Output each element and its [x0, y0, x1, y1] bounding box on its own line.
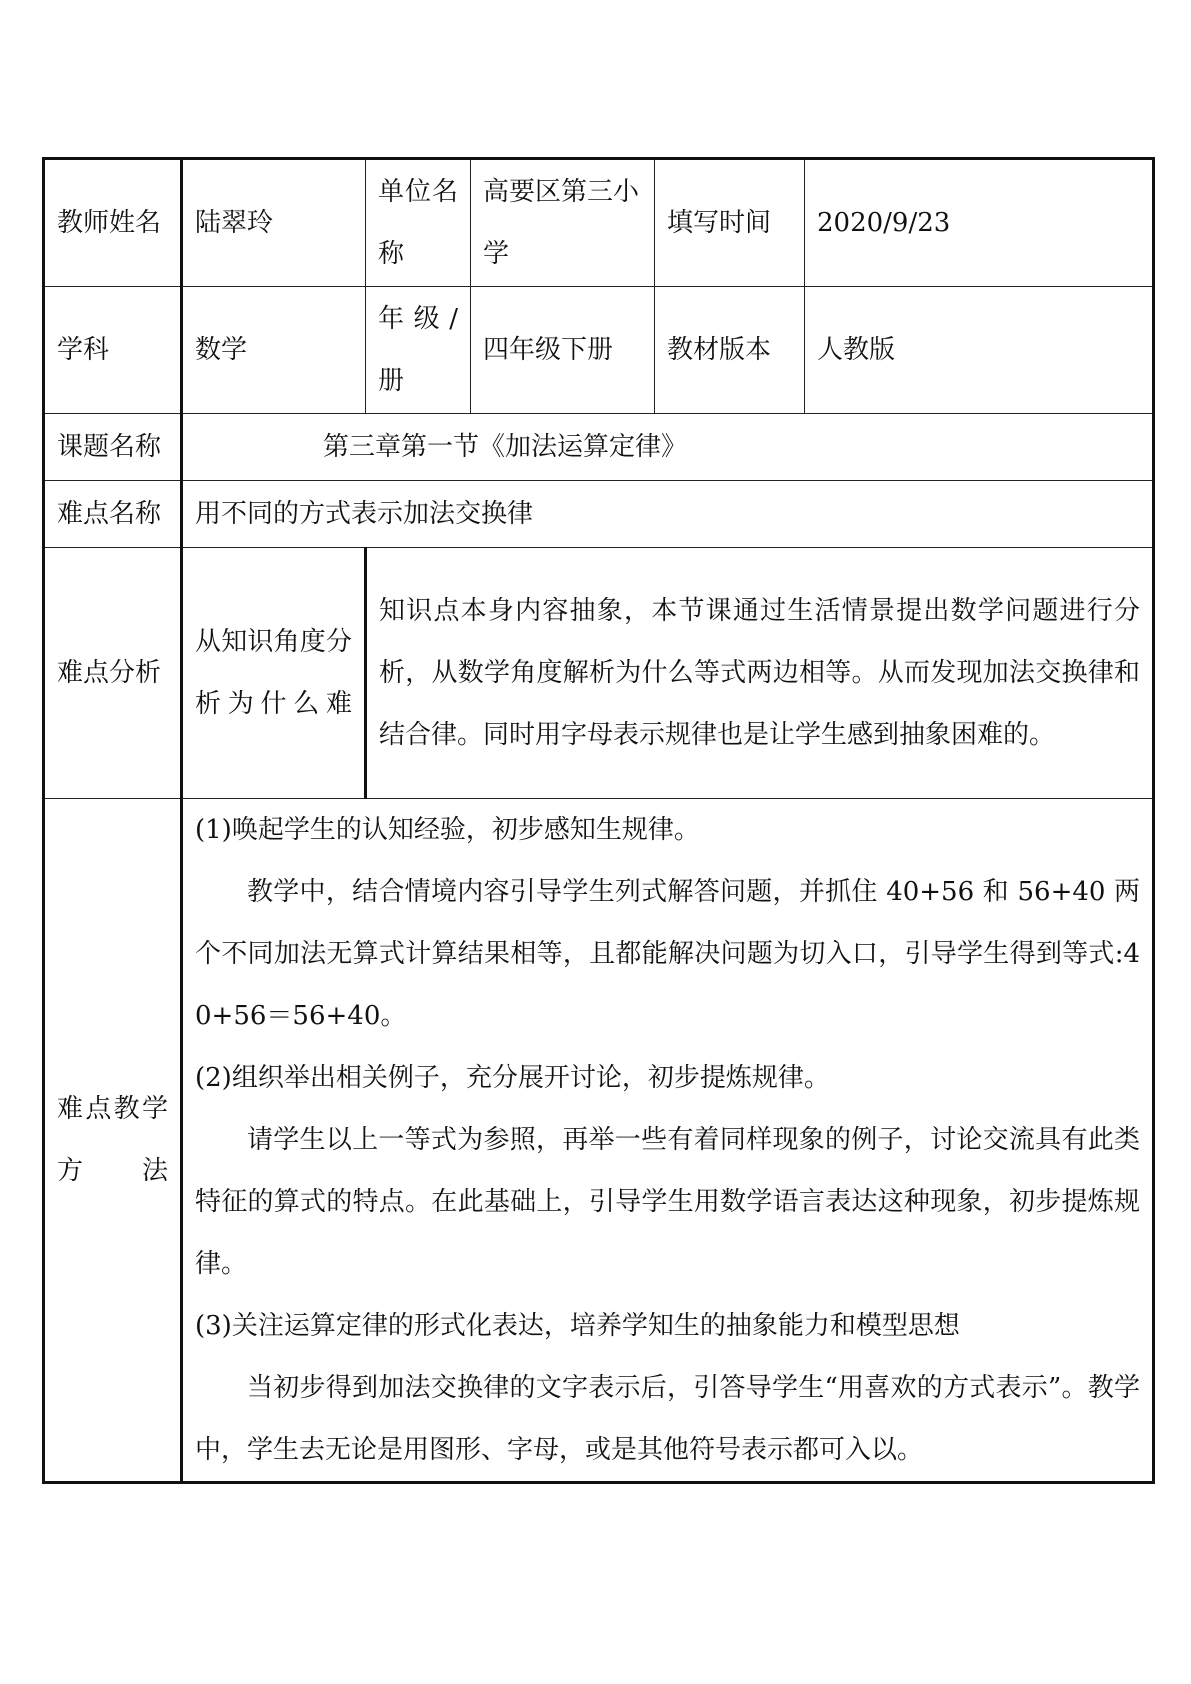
method-paragraph-3: 当初步得到加法交换律的文字表示后，引答导学生“用喜欢的方式表示”。教学中，学生去无论是用图形、字母，或是其他符号表示都可入以。	[195, 1373, 1140, 1465]
difficulty-value: 用不同的方式表示加法交换律	[182, 481, 1154, 548]
table-row	[44, 414, 1154, 481]
unit-name-label: 单位名称	[366, 159, 471, 287]
table-row	[44, 799, 1154, 1483]
difficulty-label: 难点名称	[44, 481, 182, 548]
grade-value: 四年级下册	[471, 287, 655, 414]
analysis-label: 难点分析	[44, 548, 182, 799]
table-row	[44, 481, 1154, 548]
subject-value: 数学	[182, 287, 366, 414]
fill-date-value: 2020/9/23	[805, 159, 1154, 287]
lesson-table	[42, 157, 1155, 1484]
topic-value: 第三章第一节《加法运算定律》	[182, 414, 1154, 481]
teacher-name-label: 教师姓名	[44, 159, 182, 287]
method-label: 难点教学方法	[44, 799, 182, 1483]
grade-label: 年级/册	[366, 287, 471, 414]
method-paragraph-1: 教学中，结合情境内容引导学生列式解答问题，并抓住 40+56 和 56+40 两个不同加法无算式计算结果相等，且都能解决问题为切入口，引导学生得到等式:40+56＝56+40。	[195, 877, 1140, 1031]
topic-label: 课题名称	[44, 414, 182, 481]
edition-value: 人教版	[805, 287, 1154, 414]
method-heading-3: (3)关注运算定律的形式化表达，培养学知生的抽象能力和模型思想	[195, 1311, 960, 1341]
table-row	[44, 159, 1154, 287]
table-row	[44, 548, 1154, 799]
method-content	[182, 799, 1154, 1483]
lesson-form	[42, 157, 1152, 1484]
analysis-text: 知识点本身内容抽象，本节课通过生活情景提出数学问题进行分析，从数学角度解析为什么等式两边相等。从而发现加法交换律和结合律。同时用字母表示规律也是让学生感到抽象困难的。	[366, 548, 1154, 799]
teacher-name-value: 陆翠玲	[182, 159, 366, 287]
method-heading-1: (1)唤起学生的认知经验，初步感知生规律。	[195, 815, 700, 845]
fill-date-label: 填写时间	[655, 159, 805, 287]
subject-label: 学科	[44, 287, 182, 414]
analysis-sub-label: 从知识角度分析为什么难	[182, 548, 366, 799]
method-paragraph-2: 请学生以上一等式为参照，再举一些有着同样现象的例子，讨论交流具有此类特征的算式的特点。在此基础上，引导学生用数学语言表达这种现象，初步提炼规律。	[195, 1125, 1140, 1279]
unit-name-value: 高要区第三小学	[471, 159, 655, 287]
table-row	[44, 287, 1154, 414]
edition-label: 教材版本	[655, 287, 805, 414]
method-heading-2: (2)组织举出相关例子，充分展开讨论，初步提炼规律。	[195, 1063, 830, 1093]
